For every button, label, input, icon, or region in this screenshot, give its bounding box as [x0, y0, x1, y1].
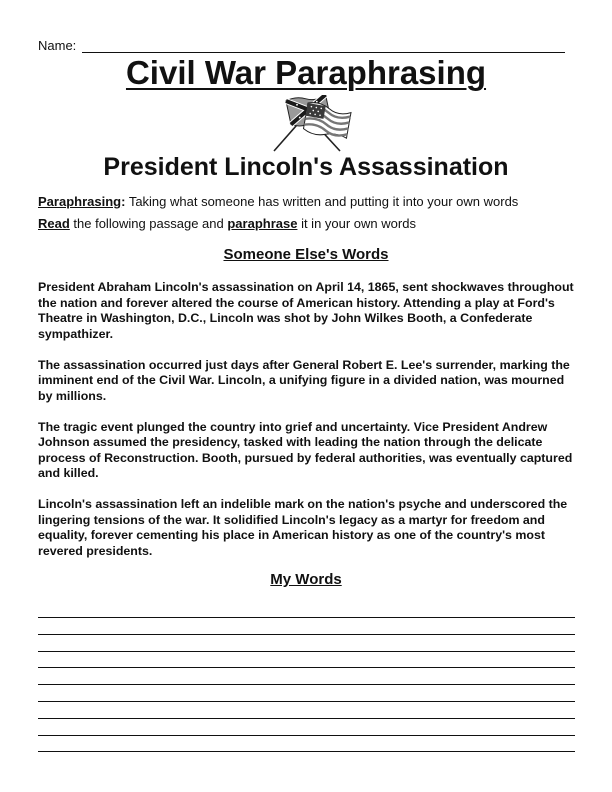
section-heading-someone-elses-words: Someone Else's Words — [223, 246, 389, 263]
definition-colon: : — [121, 194, 126, 209]
instruction-read: Read — [38, 216, 70, 231]
writing-lines — [38, 617, 575, 768]
writing-line[interactable] — [38, 667, 575, 668]
definition-row — [38, 194, 518, 209]
writing-line[interactable] — [38, 617, 575, 618]
writing-line[interactable] — [38, 684, 575, 685]
definition-term: Paraphrasing — [38, 194, 122, 209]
name-label: Name: — [38, 38, 77, 53]
writing-line[interactable] — [38, 735, 575, 736]
instruction-paraphrase: paraphrase — [227, 216, 298, 231]
writing-line[interactable] — [38, 651, 575, 652]
writing-line[interactable] — [38, 751, 575, 752]
instruction-end: it in your own words — [297, 216, 416, 231]
writing-line[interactable] — [38, 701, 575, 702]
crossed-flags-icon — [256, 95, 356, 153]
subtitle: President Lincoln's Assassination — [103, 153, 509, 181]
passage-paragraph: The tragic event plunged the country into grief and uncertainty. Vice President Andrew Johnson assumed the presidency, tasked with leading the nation through the delicate process of Reconstruction. Booth, pursued by federal authorities, was eventually captured and killed. — [38, 419, 573, 480]
name-field-row — [38, 38, 565, 53]
section-heading-my-words: My Words — [270, 571, 342, 588]
passage-paragraph: President Abraham Lincoln's assassination on April 14, 1865, sent shockwaves throughout the nation and forever altered the course of American history. Attending a play at Ford's Theatre in Washington, D.C., Lincoln was shot by John Wilkes Booth, a Confederate sympathizer. — [38, 280, 574, 341]
passage-paragraph: The assassination occurred just days after General Robert E. Lee's surrender, marking the imminent end of the Civil War. Lincoln, a unifying figure in a divided nation, was mourned by millions. — [38, 357, 570, 403]
definition-text: Taking what someone has written and putting it into your own words — [125, 194, 519, 209]
page-title: Civil War Paraphrasing — [125, 54, 487, 91]
passage-paragraph: Lincoln's assassination left an indelible mark on the nation's psyche and underscored the lingering tensions of the war. It solidified Lincoln's legacy as a martyr for freedom and equality, forever cementing his place in American history as one of the country's most revered presidents. — [38, 497, 568, 558]
writing-line[interactable] — [38, 718, 575, 719]
writing-line[interactable] — [38, 634, 575, 635]
instruction-middle: the following passage and — [69, 216, 228, 231]
name-line[interactable] — [82, 39, 565, 53]
instruction-row — [38, 216, 416, 231]
passage — [38, 280, 578, 575]
